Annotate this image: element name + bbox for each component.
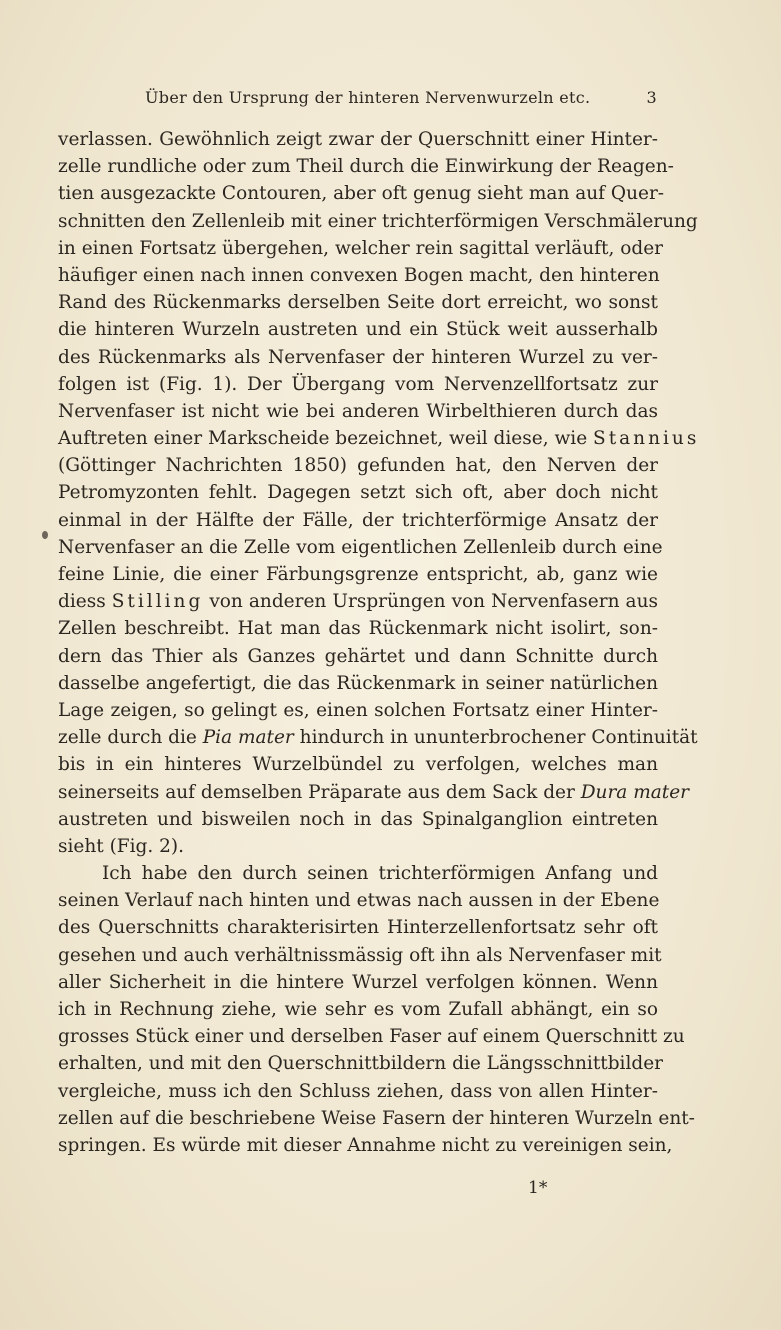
running-head (145, 88, 657, 112)
text-fragment: bis in ein hinteres Wurzelbündel zu verfolgen, welches man (58, 754, 658, 776)
text-fragment: vergleiche, muss ich den Schluss ziehen, dass von allen Hinter- (58, 1080, 658, 1102)
text-fragment: hindurch in ununterbrochener Continuität (293, 727, 698, 749)
text-fragment: häufiger einen nach innen convexen Bogen macht, den hinteren (58, 264, 660, 286)
text-line (58, 670, 658, 697)
text-fragment: aller Sicherheit in die hintere Wurzel verfolgen können. Wenn (58, 971, 658, 993)
text-line (58, 806, 658, 833)
text-fragment: von anderen Ursprüngen von Nervenfasern aus (203, 591, 658, 613)
text-line (58, 1132, 673, 1159)
text-fragment: austreten und bisweilen noch in das Spinalganglion eintreten (58, 808, 658, 830)
text-fragment: Pia mater (202, 727, 294, 749)
text-line (58, 615, 658, 642)
text-line (58, 316, 658, 343)
text-line (58, 235, 663, 262)
text-fragment: (Göttinger Nachrichten 1850) gefunden hat, den Nerven der (58, 455, 658, 477)
text-line (58, 1105, 695, 1132)
text-line (58, 425, 700, 452)
text-line (58, 289, 658, 316)
text-fragment: folgen ist (Fig. 1). Der Übergang vom Nervenzellfortsatz zur (58, 373, 658, 395)
text-line (58, 697, 658, 724)
text-line (58, 398, 658, 425)
text-line (58, 1023, 685, 1050)
text-line (58, 371, 658, 398)
signature-mark: 1* (528, 1178, 548, 1198)
text-fragment: sieht (Fig. 2). (58, 835, 185, 857)
body-text (58, 126, 700, 1159)
text-fragment: feine Linie, die einer Färbungsgrenze entspricht, ab, ganz wie (58, 564, 658, 585)
text-fragment: schnitten den Zellenleib mit einer trichterförmigen Verschmälerung (58, 210, 698, 232)
text-fragment: Nervenfaser an die Zelle vom eigentlichen Zellenleib durch eine (58, 536, 663, 558)
text-fragment: Zellen beschreibt. Hat man das Rückenmark nicht isolirt, son- (58, 618, 658, 640)
ink-speck (42, 531, 48, 539)
text-line (58, 561, 658, 588)
text-fragment: Ich habe den durch seinen trichterförmigen Anfang und (102, 863, 658, 885)
text-fragment: Dura mater (580, 781, 690, 803)
text-line (58, 588, 658, 615)
page-number: 3 (646, 88, 657, 107)
text-fragment: des Querschnitts charakterisirten Hinterzellenfortsatz sehr oft (58, 917, 658, 939)
text-fragment: Nervenfaser ist nicht wie bei anderen Wirbelthieren durch das (58, 400, 658, 422)
text-fragment: Auftreten einer Markscheide bezeichnet, weil diese, wie (58, 428, 594, 450)
text-fragment: gesehen und auch verhältnissmässig oft ihn als Nervenfaser mit (58, 944, 662, 966)
text-line (58, 180, 665, 207)
text-fragment: des Rückenmarks als Nervenfaser der hinteren Wurzel zu ver- (58, 346, 658, 368)
text-line (58, 969, 658, 996)
text-fragment: Rand des Rückenmarks derselben Seite dort erreicht, wo sonst (58, 292, 658, 314)
text-fragment: dasselbe angefertigt, die das Rückenmark in seiner natürlichen (58, 672, 658, 694)
text-line (58, 914, 658, 941)
text-line (58, 887, 658, 914)
text-fragment: Lage zeigen, so gelingt es, einen solchen Fortsatz einer Hinter- (58, 699, 658, 721)
text-line (58, 507, 658, 534)
text-fragment: verlassen. Gewöhnlich zeigt zwar der Querschnitt einer Hinter- (58, 129, 658, 150)
text-line (58, 126, 658, 153)
text-fragment: Stilling (111, 591, 204, 613)
text-fragment: grosses Stück einer und derselben Faser auf einem Querschnitt zu (58, 1026, 685, 1048)
text-line (58, 643, 658, 670)
text-fragment: seinen Verlauf nach hinten und etwas nach aussen in der Ebene (58, 890, 660, 912)
text-fragment: Petromyzonten fehlt. Dagegen setzt sich oft, aber doch nicht (58, 482, 658, 504)
text-line (58, 479, 658, 506)
text-fragment: zelle rundliche oder zum Theil durch die Einwirkung der Reagen- (58, 156, 674, 178)
text-line (58, 1050, 664, 1077)
text-line (58, 452, 658, 479)
text-fragment: seinerseits auf demselben Präparate aus dem Sack der (58, 781, 581, 803)
text-line (58, 208, 698, 235)
text-fragment: diess (58, 591, 112, 613)
text-line (58, 262, 658, 289)
text-line (58, 860, 658, 887)
running-title: Über den Ursprung der hinteren Nervenwurzeln etc. (145, 88, 591, 107)
text-line (58, 942, 662, 969)
text-line (58, 751, 658, 778)
text-fragment: in einen Fortsatz übergehen, welcher rein sagittal verläuft, oder (58, 237, 663, 259)
text-line (58, 724, 698, 751)
text-line (58, 779, 690, 806)
text-fragment: springen. Es würde mit dieser Annahme nicht zu vereinigen sein, (58, 1134, 673, 1156)
text-fragment: zellen auf die beschriebene Weise Fasern der hinteren Wurzeln ent- (58, 1107, 695, 1129)
text-fragment: tien ausgezackte Contouren, aber oft genug sieht man auf Quer- (58, 183, 665, 205)
text-fragment: einmal in der Hälfte der Fälle, der trichterförmige Ansatz der (58, 509, 658, 531)
text-line (58, 344, 658, 371)
text-line (58, 153, 674, 180)
text-fragment: ich in Rechnung ziehe, wie sehr es vom Zufall abhängt, ein so (58, 999, 658, 1020)
text-fragment: erhalten, und mit den Querschnittbildern die Längsschnittbilder (58, 1053, 664, 1075)
text-line (58, 1078, 658, 1105)
text-line (58, 534, 663, 561)
text-fragment: zelle durch die (58, 727, 203, 749)
text-line (58, 996, 658, 1023)
text-line (58, 833, 658, 860)
text-fragment: dern das Thier als Ganzes gehärtet und dann Schnitte durch (58, 645, 658, 667)
text-fragment: die hinteren Wurzeln austreten und ein Stück weit ausserhalb (58, 319, 658, 341)
text-fragment: Stannius (593, 428, 700, 450)
